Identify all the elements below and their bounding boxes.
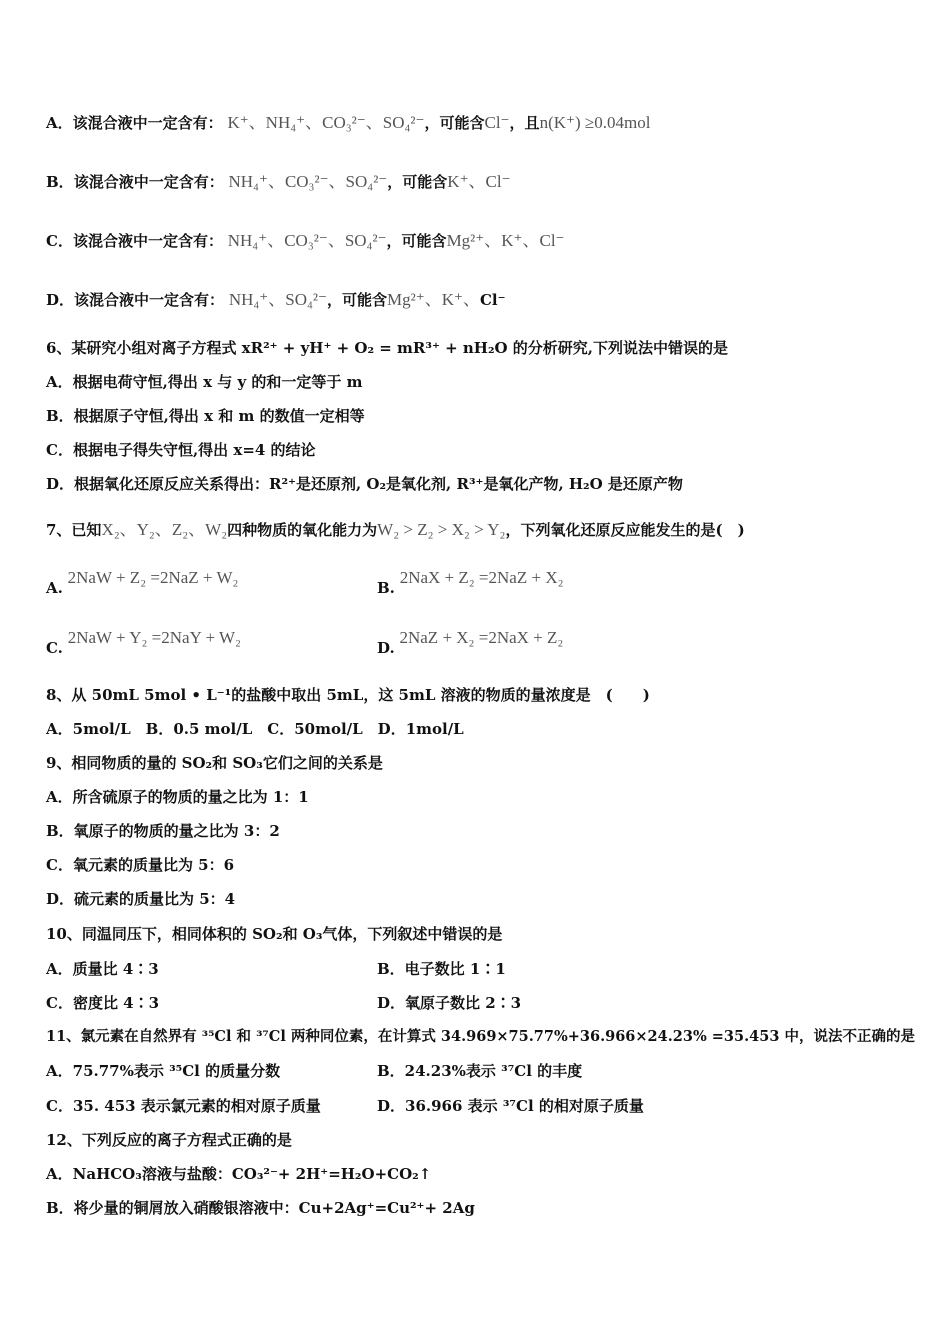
q5-option-a: A．该混合液中一定含有： K⁺、NH₄⁺、CO₃²⁻、SO₄²⁻，可能含Cl⁻，且n(K⁺) ≥0.04mol xyxy=(46,113,651,132)
q10-option-d: D．氧原子数比 2∶3 xyxy=(377,994,522,1012)
q11-stem: 11、氯元素在自然界有 ³⁵Cl 和 ³⁷Cl 两种同位素，在计算式 34.969×75.77%+36.966×24.23% =35.453 中，说法不正确的是 xyxy=(46,1028,915,1045)
q6-stem: 6、某研究小组对离子方程式 xR²⁺ + yH⁺ + O₂ = mR³⁺ + nH₂O 的分析研究,下列说法中错误的是 xyxy=(46,339,729,357)
option-letter: B. xyxy=(377,579,395,597)
q10-option-b: B．电子数比 1∶1 xyxy=(377,960,506,978)
option-letter: A. xyxy=(46,579,63,597)
q6-option-c: C．根据电子得失守恒,得出 x=4 的结论 xyxy=(46,441,316,459)
q9-option-d: D．硫元素的质量比为 5：4 xyxy=(46,890,236,908)
ion-formula: K⁺、Cl⁻ xyxy=(447,172,511,191)
q11-option-b: B．24.23%表示 ³⁷Cl 的丰度 xyxy=(377,1062,583,1080)
option-letter: C. xyxy=(46,639,63,657)
formula: X₂、Y₂、Z₂、W₂ xyxy=(101,520,228,539)
q9-option-a: A．所含硫原子的物质的量之比为 1：1 xyxy=(46,788,309,806)
q6-option-b: B．根据原子守恒,得出 x 和 m 的数值一定相等 xyxy=(46,407,365,425)
q6-option-d: D．根据氧化还原反应关系得出：R²⁺是还原剂, O₂是氧化剂, R³⁺是氧化产物, H₂O 是还原产物 xyxy=(46,475,683,493)
ion-formula: NH₄⁺、SO₄²⁻ xyxy=(228,290,327,309)
equation: 2NaW + Z₂ =2NaZ + W₂ xyxy=(67,568,239,587)
q7-options-row1 xyxy=(46,568,906,598)
equation: 2NaX + Z₂ =2NaZ + X₂ xyxy=(399,568,564,587)
q12-option-a: A．NaHCO₃溶液与盐酸：CO₃²⁻+ 2H⁺=H₂O+CO₂↑ xyxy=(46,1165,432,1183)
option-letter: D. xyxy=(377,639,395,657)
q11-option-c: C．35. 453 表示氯元素的相对原子质量 xyxy=(46,1097,321,1115)
q9-option-c: C．氧元素的质量比为 5：6 xyxy=(46,856,235,874)
q12-stem: 12、下列反应的离子方程式正确的是 xyxy=(46,1131,292,1149)
option-text: 该混合液中一定含有： xyxy=(72,114,223,132)
q8-options: A．5mol/L B．0.5 mol/L C．50mol/L D．1mol/L xyxy=(46,720,464,738)
formula: W₂ > Z₂ > X₂ > Y₂ xyxy=(377,520,506,539)
ion-formula: K⁺、NH₄⁺、CO₃²⁻、SO₄²⁻ xyxy=(227,113,425,132)
q7-options-row2 xyxy=(46,628,906,658)
equation: 2NaZ + X₂ =2NaX + Z₂ xyxy=(399,628,564,647)
q11-option-a: A．75.77%表示 ³⁵Cl 的质量分数 xyxy=(46,1062,281,1080)
q5-option-d: D．该混合液中一定含有： NH₄⁺、SO₄²⁻，可能含Mg²⁺、K⁺、Cl⁻ xyxy=(46,290,506,309)
ion-formula: Mg²⁺、K⁺、 xyxy=(387,290,480,309)
q7-stem: 7、已知X₂、Y₂、Z₂、W₂四种物质的氧化能力为W₂ > Z₂ > X₂ > Y₂，下列氧化还原反应能发生的是( ) xyxy=(46,520,745,539)
ion-formula: Cl⁻ xyxy=(484,113,510,132)
equation: 2NaW + Y₂ =2NaY + W₂ xyxy=(67,628,241,647)
option-letter: A． xyxy=(46,114,73,132)
q9-option-b: B．氧原子的物质的量之比为 3：2 xyxy=(46,822,280,840)
q12-option-b: B．将少量的铜屑放入硝酸银溶液中：Cu+2Ag⁺=Cu²⁺+ 2Ag xyxy=(46,1199,475,1217)
q10-stem: 10、同温同压下，相同体积的 SO₂和 O₃气体，下列叙述中错误的是 xyxy=(46,925,503,943)
q8-stem: 8、从 50mL 5mol • L⁻¹的盐酸中取出 5mL，这 5mL 溶液的物质的量浓度是 ( ) xyxy=(46,686,650,704)
q5-option-c: C．该混合液中一定含有： NH₄⁺、CO₃²⁻、SO₄²⁻，可能含Mg²⁺、K⁺、Cl⁻ xyxy=(46,231,565,250)
ion-formula: Mg²⁺、K⁺、Cl⁻ xyxy=(446,231,565,250)
q9-stem: 9、相同物质的量的 SO₂和 SO₃它们之间的关系是 xyxy=(46,754,383,772)
ion-formula: NH₄⁺、CO₃²⁻、SO₄²⁻ xyxy=(227,231,387,250)
amount-condition: n(K⁺) ≥0.04mol xyxy=(539,113,651,132)
q6-option-a: A．根据电荷守恒,得出 x 与 y 的和一定等于 m xyxy=(46,373,363,391)
q10-option-a: A．质量比 4∶3 xyxy=(46,960,159,978)
ion-formula: NH₄⁺、CO₃²⁻、SO₄²⁻ xyxy=(228,172,388,191)
q5-option-b: B．该混合液中一定含有： NH₄⁺、CO₃²⁻、SO₄²⁻，可能含K⁺、Cl⁻ xyxy=(46,172,511,191)
q11-option-d: D．36.966 表示 ³⁷Cl 的相对原子质量 xyxy=(377,1097,644,1115)
q10-option-c: C．密度比 4∶3 xyxy=(46,994,160,1012)
